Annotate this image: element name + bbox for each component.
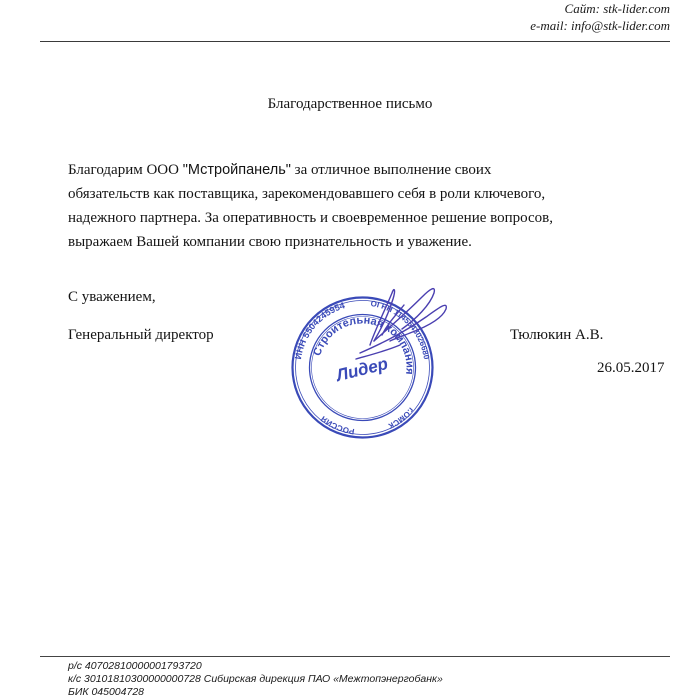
stamp-inn-path: ИНН 5504245954 — [293, 300, 347, 361]
body-line-2: обязательств как поставщика, зарекомендовавшего себя в роли ключевого, — [68, 186, 546, 202]
company-name: "Мстройпанель" — [182, 162, 291, 178]
footer-divider — [40, 656, 670, 657]
bank-bik-line: БИК 045004728 — [68, 686, 145, 698]
header-divider — [40, 41, 670, 42]
bank-account-line: р/с 40702810000001793720 — [68, 660, 202, 672]
body-line-1-pre: Благодарим ООО — [68, 162, 183, 178]
stamp-arc-path: Строительная компания — [311, 314, 416, 376]
stamp-country-path: РОССИЯ — [319, 414, 356, 436]
signature — [330, 275, 460, 375]
stamp-city-path: г.ОМСК — [386, 405, 416, 431]
letter-body — [68, 158, 628, 254]
signature-stroke-3 — [360, 305, 446, 353]
body-line-3: надежного партнера. За оперативность и своевременное решение вопросов, — [68, 210, 554, 226]
body-line-4: выражаем Вашей компании свою признательность и уважение. — [68, 234, 472, 250]
signature-stroke-1 — [370, 290, 395, 345]
body-line-1-post: за отличное выполнение своих — [290, 162, 492, 178]
body-line-1 — [68, 158, 628, 182]
signer-position: Генеральный директор — [68, 327, 214, 343]
website-line: Сайт: stk-lider.com — [564, 1, 670, 16]
stamp-center-text: Лидер — [334, 353, 390, 386]
header-contacts — [530, 0, 670, 34]
stamp-ogrn-path: ОГРН 1145543026680 — [369, 298, 431, 360]
signer-name: Тюлюкин А.В. — [510, 327, 604, 343]
email-line: e-mail: info@stk-lider.com — [530, 18, 670, 33]
bank-corr-account-line: к/с 30101810300000000728 Сибирская дирекция ПАО «Межтопэнергобанк» — [68, 673, 443, 685]
letter-date: 26.05.2017 — [597, 360, 665, 376]
closing-phrase: С уважением, — [68, 289, 156, 305]
bank-details — [68, 660, 443, 699]
letter-title: Благодарственное письмо — [267, 96, 433, 112]
